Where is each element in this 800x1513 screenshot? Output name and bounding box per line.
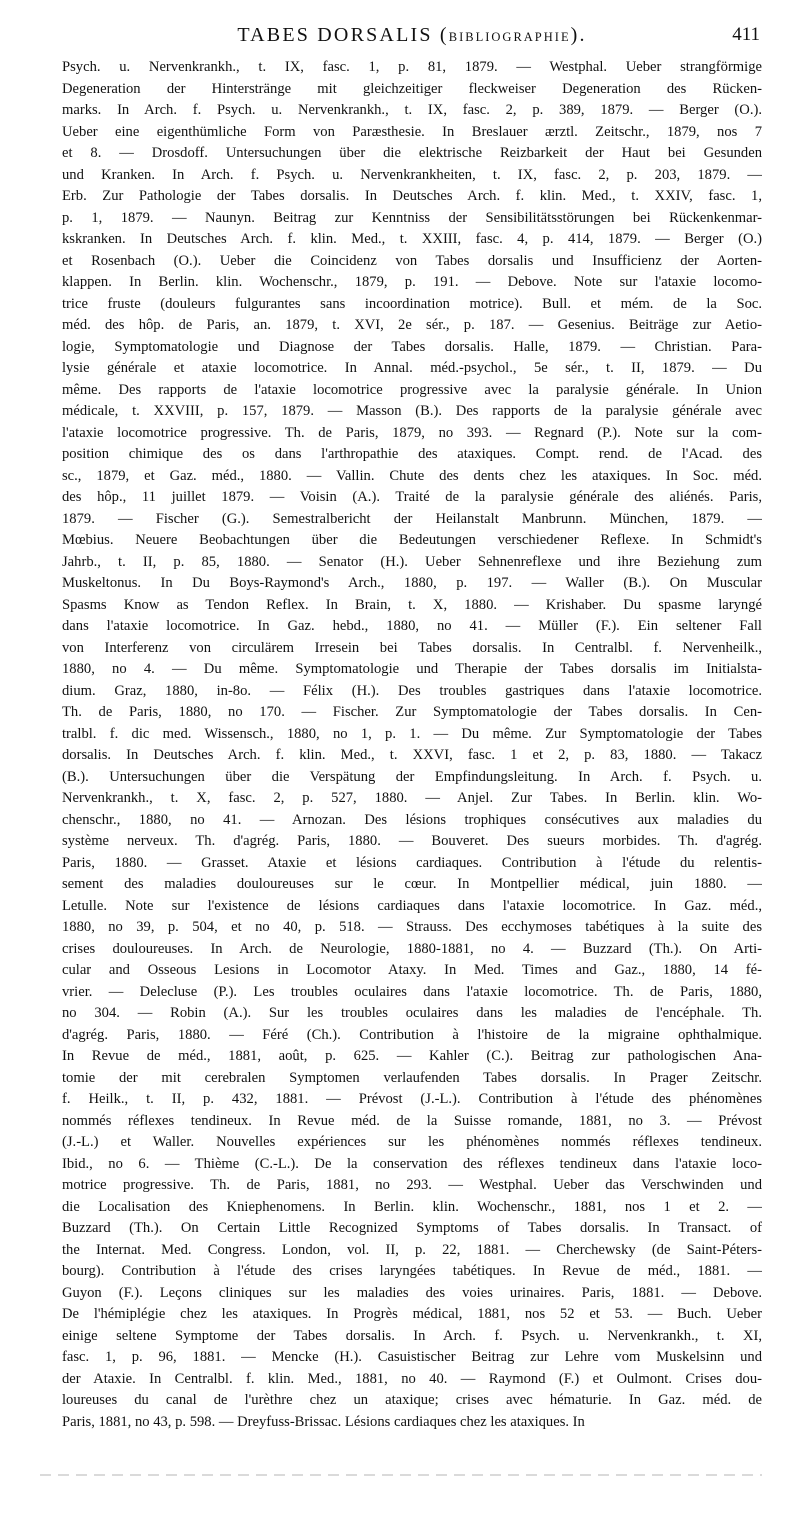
text-line: dorsalis. In Deutsches Arch. f. klin. Med., t. XXVI, fasc. 1 et 2, p. 83, 1880. — Takacz [62,747,762,763]
text-line: d'agrég. Paris, 1880. — Féré (Ch.). Contribution à l'histoire de la migraine ophthalmique. [62,1026,762,1043]
page-number: 411 [732,24,760,45]
text-line: Spasms Know as Tendon Reflex. In Brain, t. X, 1880. — Krishaber. Du spasme laryngé [62,596,762,613]
text-line: einige seltene Symptome der Tabes dorsalis. In Arch. f. Psych. u. Nervenkrankh., t. XI, [62,1327,762,1344]
text-line: fasc. 1, p. 96, 1881. — Mencke (H.). Casuistischer Beitrag zur Lehre vom Muskelsinn und [62,1349,762,1365]
text-line: sement des maladies douloureuses sur le cœur. In Montpellier médical, juin 1880. — [62,876,762,892]
running-header [62,4,762,50]
text-line: position chimique des os dans l'arthropathie des ataxiques. Compt. rend. de l'Acad. des [62,446,762,462]
text-line: Mœbius. Neuere Beobachtungen über die Bedeutungen verschiedener Reflexe. In Schmidt's [62,532,762,548]
text-line: p. 1, 1879. — Naunyn. Beitrag zur Kenntniss der Sensibilitätsstörungen bei Rückenkenmar- [62,209,762,226]
text-line: Paris, 1880. — Grasset. Ataxie et lésions cardiaques. Contribution à l'étude du relentis- [62,854,762,871]
bibliography-text [62,57,762,1433]
text-line: marks. In Arch. f. Psych. u. Nervenkrankh., t. IX, fasc. 2, p. 389, 1879. — Berger (O.). [62,102,762,118]
text-line: lysie générale et ataxie locomotrice. In Annal. méd.-psychol., 5e sér., t. II, 1879. — Du [62,360,762,376]
text-line: (J.-L.) et Waller. Nouvelles expériences sur les phénomènes nommés réflexes tendineux. [62,1134,762,1150]
text-line: nommés réflexes tendineux. In Revue méd. de la Suisse romande, 1881, no 3. — Prévost [62,1112,762,1129]
text-line: trice fruste (douleurs fulgurantes sans incoordination motrice). Bull. et mém. de la Soc. [62,295,762,312]
text-line: médicale, t. XXVIII, p. 157, 1879. — Masson (B.). Des rapports de la paralysie générale avec [62,403,762,419]
text-line: 1880, no 39, p. 504, et no 40, p. 518. — Strauss. Des ecchymoses tabétiques à la suite des [62,919,762,935]
page-title [62,24,762,47]
text-line: bourg). Contribution à l'étude des crises laryngées tabétiques. In Revue de méd., 1881. — [62,1263,762,1279]
text-line: crises douloureuses. In Arch. de Neurologie, 1880-1881, no 4. — Buzzard (Th.). On Arti- [62,940,762,957]
text-line: no 304. — Robin (A.). Sur les troubles oculaires dans les maladies de l'encéphale. Th. [62,1005,762,1021]
text-line: In Revue de méd., 1881, août, p. 625. — Kahler (C.). Beitrag zur pathologischen Ana- [62,1048,762,1064]
text-line: Nervenkrankh., t. X, fasc. 2, p. 527, 1880. — Anjel. Zur Tabes. In Berlin. klin. Wo- [62,790,762,806]
text-line: tralbl. f. dic med. Wissensch., 1880, no 1, p. 1. — Du même. Zur Symptomatologie der Tabes [62,725,762,742]
text-line: klappen. In Berlin. klin. Wochenschr., 1879, p. 191. — Debove. Note sur l'ataxie locomo- [62,274,762,290]
text-line: dium. Graz, 1880, in-8o. — Félix (H.). Des troubles gastriques dans l'ataxie locomotrice. [62,682,762,699]
text-line: 1880, no 4. — Du même. Symptomatologie und Therapie der Tabes dorsalis im Initialsta- [62,661,762,677]
text-line: même. Des rapports de l'ataxie locomotrice progressive avec la paralysie générale. In Union [62,381,762,398]
text-line: und Kranken. In Arch. f. Psych. u. Nervenkrankheiten, t. IX, fasc. 2, p. 203, 1879. — [62,166,762,183]
text-line: loureuses du canal de l'urèthre chez un ataxique; crises avec hématurie. In Gaz. méd. de [62,1392,762,1408]
text-line: sc., 1879, et Gaz. méd., 1880. — Vallin. Chute des dents chez les ataxiques. In Soc. méd. [62,467,762,484]
text-line: cular and Osseous Lesions in Locomotor Ataxy. In Med. Times and Gaz., 1880, 14 fé- [62,962,762,978]
text-line: Letulle. Note sur l'existence de lésions cardiaques dans l'ataxie locomotrice. In Gaz. méd., [62,897,762,914]
text-line: méd. des hôp. de Paris, an. 1879, t. XVI, 2e sér., p. 187. — Gesenius. Beiträge zur Aetio- [62,317,762,333]
text-line: kskranken. In Deutsches Arch. f. klin. Med., t. XXIII, fasc. 4, p. 414, 1879. — Berger (O.) [62,231,762,247]
title-main: TABES DORSALIS ( [237,24,449,46]
text-line: Degeneration der Hinterstränge mit gleichzeitiger fleckweiser Degeneration des Rücken- [62,80,762,97]
text-line: Guyon (F.). Leçons cliniques sur les maladies des voies urinaires. Paris, 1881. — Debove. [62,1284,762,1301]
text-line: 1879. — Fischer (G.). Semestralbericht der Heilanstalt Manbrunn. München, 1879. — [62,510,762,527]
title-end: ). [570,24,587,46]
title-subtitle: BIBLIOGRAPHIE [448,30,571,44]
text-line: système nerveux. Th. d'agrég. Paris, 1880. — Bouveret. Des sueurs morbides. Th. d'agrég. [62,833,762,849]
text-line: motrice progressive. Th. de Paris, 1881, no 293. — Westphal. Ueber das Verschwinden und [62,1177,762,1193]
text-line: Ibid., no 6. — Thième (C.-L.). De la conservation des réflexes tendineux dans l'ataxie loco- [62,1155,762,1172]
text-line: vrier. — Delecluse (P.). Les troubles oculaires dans l'ataxie locomotrice. Th. de Paris, 1880, [62,983,762,1000]
text-line: Ueber eine eigenthümliche Form von Paræsthesie. In Breslauer ærztl. Zeitschr., 1879, nos 7 [62,123,762,140]
text-line: Jahrb., t. II, p. 85, 1880. — Senator (H.). Ueber Sehnenreflexe und ihre Beziehung zum [62,553,762,570]
text-line: von Interferenz von circulärem Irresein bei Tabes dorsalis. In Centralbl. f. Nervenheilk., [62,639,762,656]
text-line: the Internat. Med. Congress. London, vol. II, p. 22, 1881. — Cherchewsky (de Saint-Péters- [62,1241,762,1258]
text-line: De l'hémiplégie chez les ataxiques. In Progrès médical, 1881, nos 52 et 53. — Buch. Ueber [62,1306,762,1322]
text-line: Paris, 1881, no 43, p. 598. — Dreyfuss-Brissac. Lésions cardiaques chez les ataxiques. In [62,1413,585,1430]
text-line: l'ataxie locomotrice progressive. Th. de Paris, 1879, no 393. — Regnard (P.). Note sur la com- [62,424,762,441]
text-line: der Ataxie. In Centralbl. f. klin. Med., 1881, no 40. — Raymond (F.) et Oulmont. Crises dou- [62,1370,762,1387]
text-line: et Rosenbach (O.). Ueber die Coincidenz von Tabes dorsalis und Insufficienz der Aorten- [62,252,762,269]
text-line: f. Heilk., t. II, p. 432, 1881. — Prévost (J.-L.). Contribution à l'étude des phénomènes [62,1091,762,1107]
text-line: Psych. u. Nervenkrankh., t. IX, fasc. 1, p. 81, 1879. — Westphal. Ueber strangförmige [62,59,762,75]
text-line: Erb. Zur Pathologie der Tabes dorsalis. In Deutsches Arch. f. klin. Med., t. XXIV, fasc. 1, [62,188,762,204]
text-line: Buzzard (Th.). On Certain Little Recognized Symptoms of Tabes dorsalis. In Transact. of [62,1220,762,1236]
text-line: dans l'ataxie locomotrice. In Gaz. hebd., 1880, no 41. — Müller (F.). Ein seltener Fall [62,618,762,634]
text-line: chenschr., 1880, no 41. — Arnozan. Des lésions trophiques consécutives aux maladies du [62,811,762,828]
text-line: Th. de Paris, 1880, no 170. — Fischer. Zur Symptomatologie der Tabes dorsalis. In Cen- [62,704,762,720]
text-line: logie, Symptomatologie und Diagnose der Tabes dorsalis. Halle, 1879. — Christian. Para- [62,338,762,355]
footer-rule [40,1474,762,1476]
text-line: tomie der mit cerebralen Symptomen verlaufenden Tabes dorsalis. In Prager Zeitschr. [62,1069,762,1086]
text-line: (B.). Untersuchungen über die Verspätung der Empfindungsleitung. In Arch. f. Psych. u. [62,768,762,785]
text-line: des hôp., 11 juillet 1879. — Voisin (A.). Traité de la paralysie générale des aliénés. Paris, [62,489,762,505]
text-line: die Localisation des Kniephenomens. In Berlin. klin. Wochenschr., 1881, nos 1 et 2. — [62,1198,762,1215]
text-line: et 8. — Drosdoff. Untersuchungen über die elektrische Reizbarkeit der Haut bei Gesunden [62,145,762,161]
text-line: Muskeltonus. In Du Boys-Raymond's Arch., 1880, p. 197. — Waller (B.). On Muscular [62,575,762,591]
